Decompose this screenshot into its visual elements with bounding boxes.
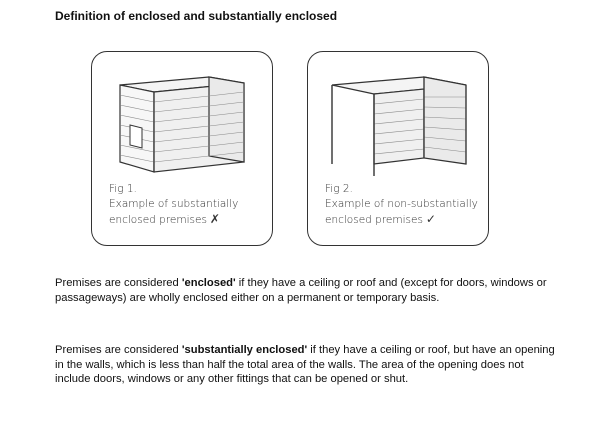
paragraph2-text-before: Premises are considered — [55, 344, 182, 356]
figure-1-panel — [91, 51, 273, 246]
figure-2-caption — [325, 182, 478, 228]
figure-1-caption-line1: Example of substantially — [109, 198, 239, 210]
figure-2-label: Fig 2. — [325, 183, 353, 195]
substantially-enclosed-term: 'substantially enclosed' — [181, 344, 308, 356]
figure-2-caption-line2: enclosed premises — [325, 214, 423, 226]
figure-2-caption-line1: Example of non-substantially — [325, 198, 478, 210]
enclosed-term: 'enclosed' — [181, 277, 236, 289]
paragraph1-text-after: if they have a ceiling or roof and (except for doors, windows or passageways) are wholly enclosed either on a permanent or temporary basis. — [55, 277, 547, 304]
substantially-enclosed-definition-paragraph — [55, 343, 555, 387]
enclosed-definition-paragraph — [55, 276, 555, 305]
paragraph1-text-before: Premises are considered — [55, 277, 182, 289]
cross-mark-icon: ✗ — [209, 212, 220, 226]
paragraph2-text-after: if they have a ceiling or roof, but have an opening in the walls, which is less than half the total area of the walls. The area of the opening does not include doors, windows or any other fittings that can be opened or shut. — [55, 344, 555, 385]
figure-2-panel — [307, 51, 489, 246]
page-heading: Definition of enclosed and substantially enclosed — [55, 9, 338, 23]
check-mark-icon: ✓ — [425, 212, 436, 226]
figure-1-caption — [109, 182, 238, 228]
figure-1-caption-line2: enclosed premises — [109, 214, 207, 226]
figure-1-label: Fig 1. — [109, 183, 137, 195]
